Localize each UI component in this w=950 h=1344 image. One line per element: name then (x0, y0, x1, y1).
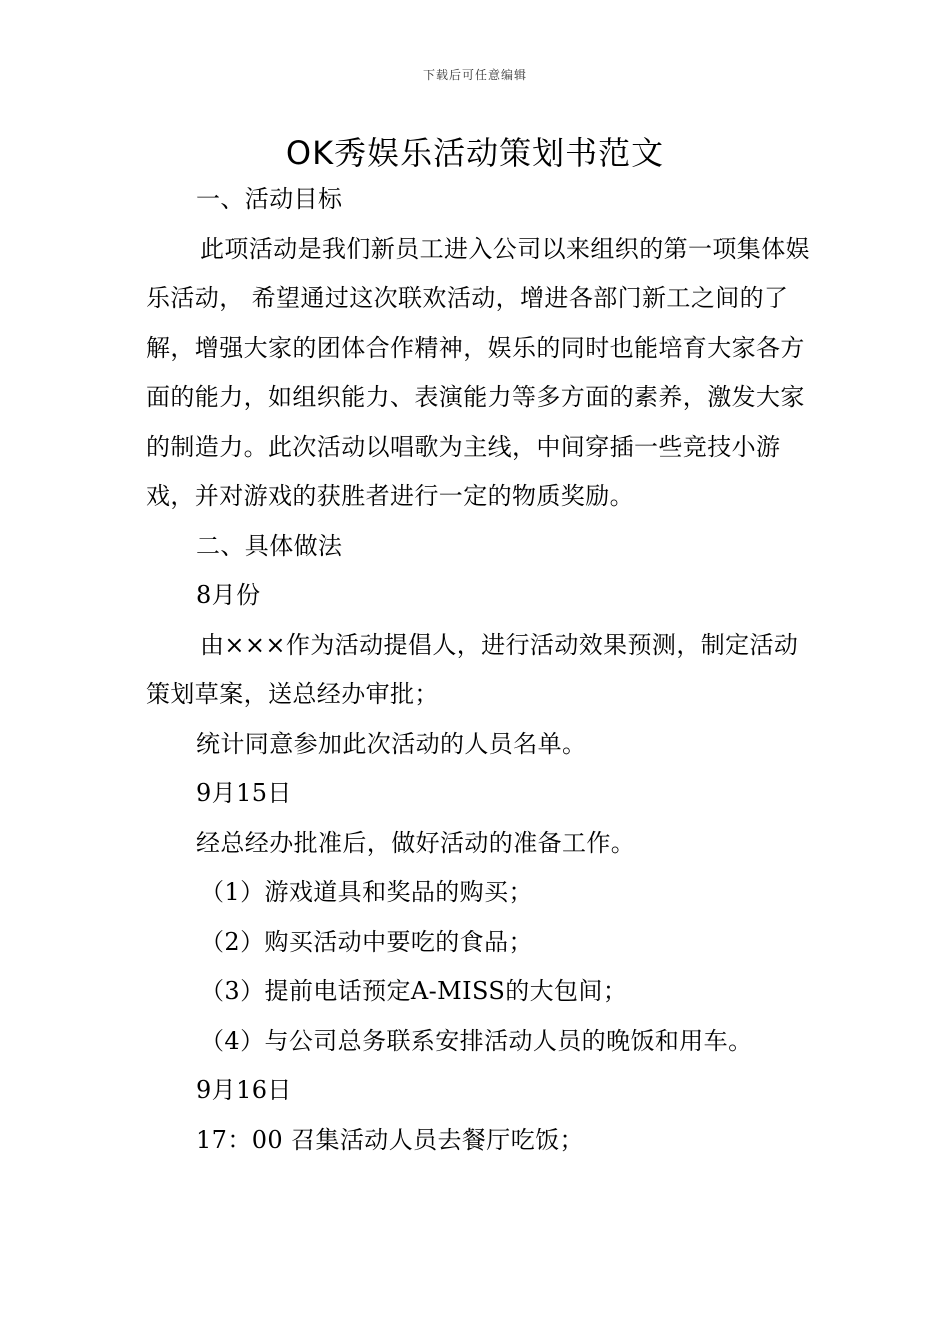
goals-paragraph: 此项活动是我们新员工进入公司以来组织的第一项集体娱乐活动， 希望通过这次联欢活动，增进各部门新工之间的了解，增强大家的团体合作精神，娱乐的同时也能培育大家各方面的能力，如组织能力、表演能力等多方面的素养，激发大家的制造力。此次活动以唱歌为主线，中间穿插一些竞技小游戏，并对游戏的获胜者进行一定的物质奖励。 (146, 234, 810, 510)
list-item: （3）提前电话预定A-MISS的大包间； (200, 977, 628, 1005)
date-heading-sep-16: 9月16日 (196, 1076, 292, 1104)
document-body (146, 175, 816, 1165)
date-heading-sep-15: 9月15日 (196, 779, 292, 807)
august-paragraph: 由×××作为活动提倡人，进行活动效果预测，制定活动策划草案，送总经办审批； (146, 630, 799, 708)
sep-15-paragraph: 经总经办批准后，做好活动的准备工作。 (196, 828, 636, 857)
august-list-paragraph: 统计同意参加此次活动的人员名单。 (196, 729, 587, 758)
page-header: 下载后可任意编辑 (422, 68, 527, 82)
section-heading-method: 二、具体做法 (196, 531, 343, 560)
list-item: （1）游戏道具和奖品的购买； (200, 878, 533, 906)
section-heading-goals: 一、活动目标 (196, 185, 343, 213)
sep-16-paragraph: 17：00 召集活动人员去餐厅吃饭； (196, 1125, 584, 1154)
document-title: OK秀娱乐活动策划书范文 (285, 134, 665, 172)
list-item: （4）与公司总务联系安排活动人员的晚饭和用车。 (200, 1026, 753, 1055)
list-item: （2）购买活动中要吃的食品； (200, 927, 533, 956)
date-heading-august: 8月份 (196, 581, 261, 609)
